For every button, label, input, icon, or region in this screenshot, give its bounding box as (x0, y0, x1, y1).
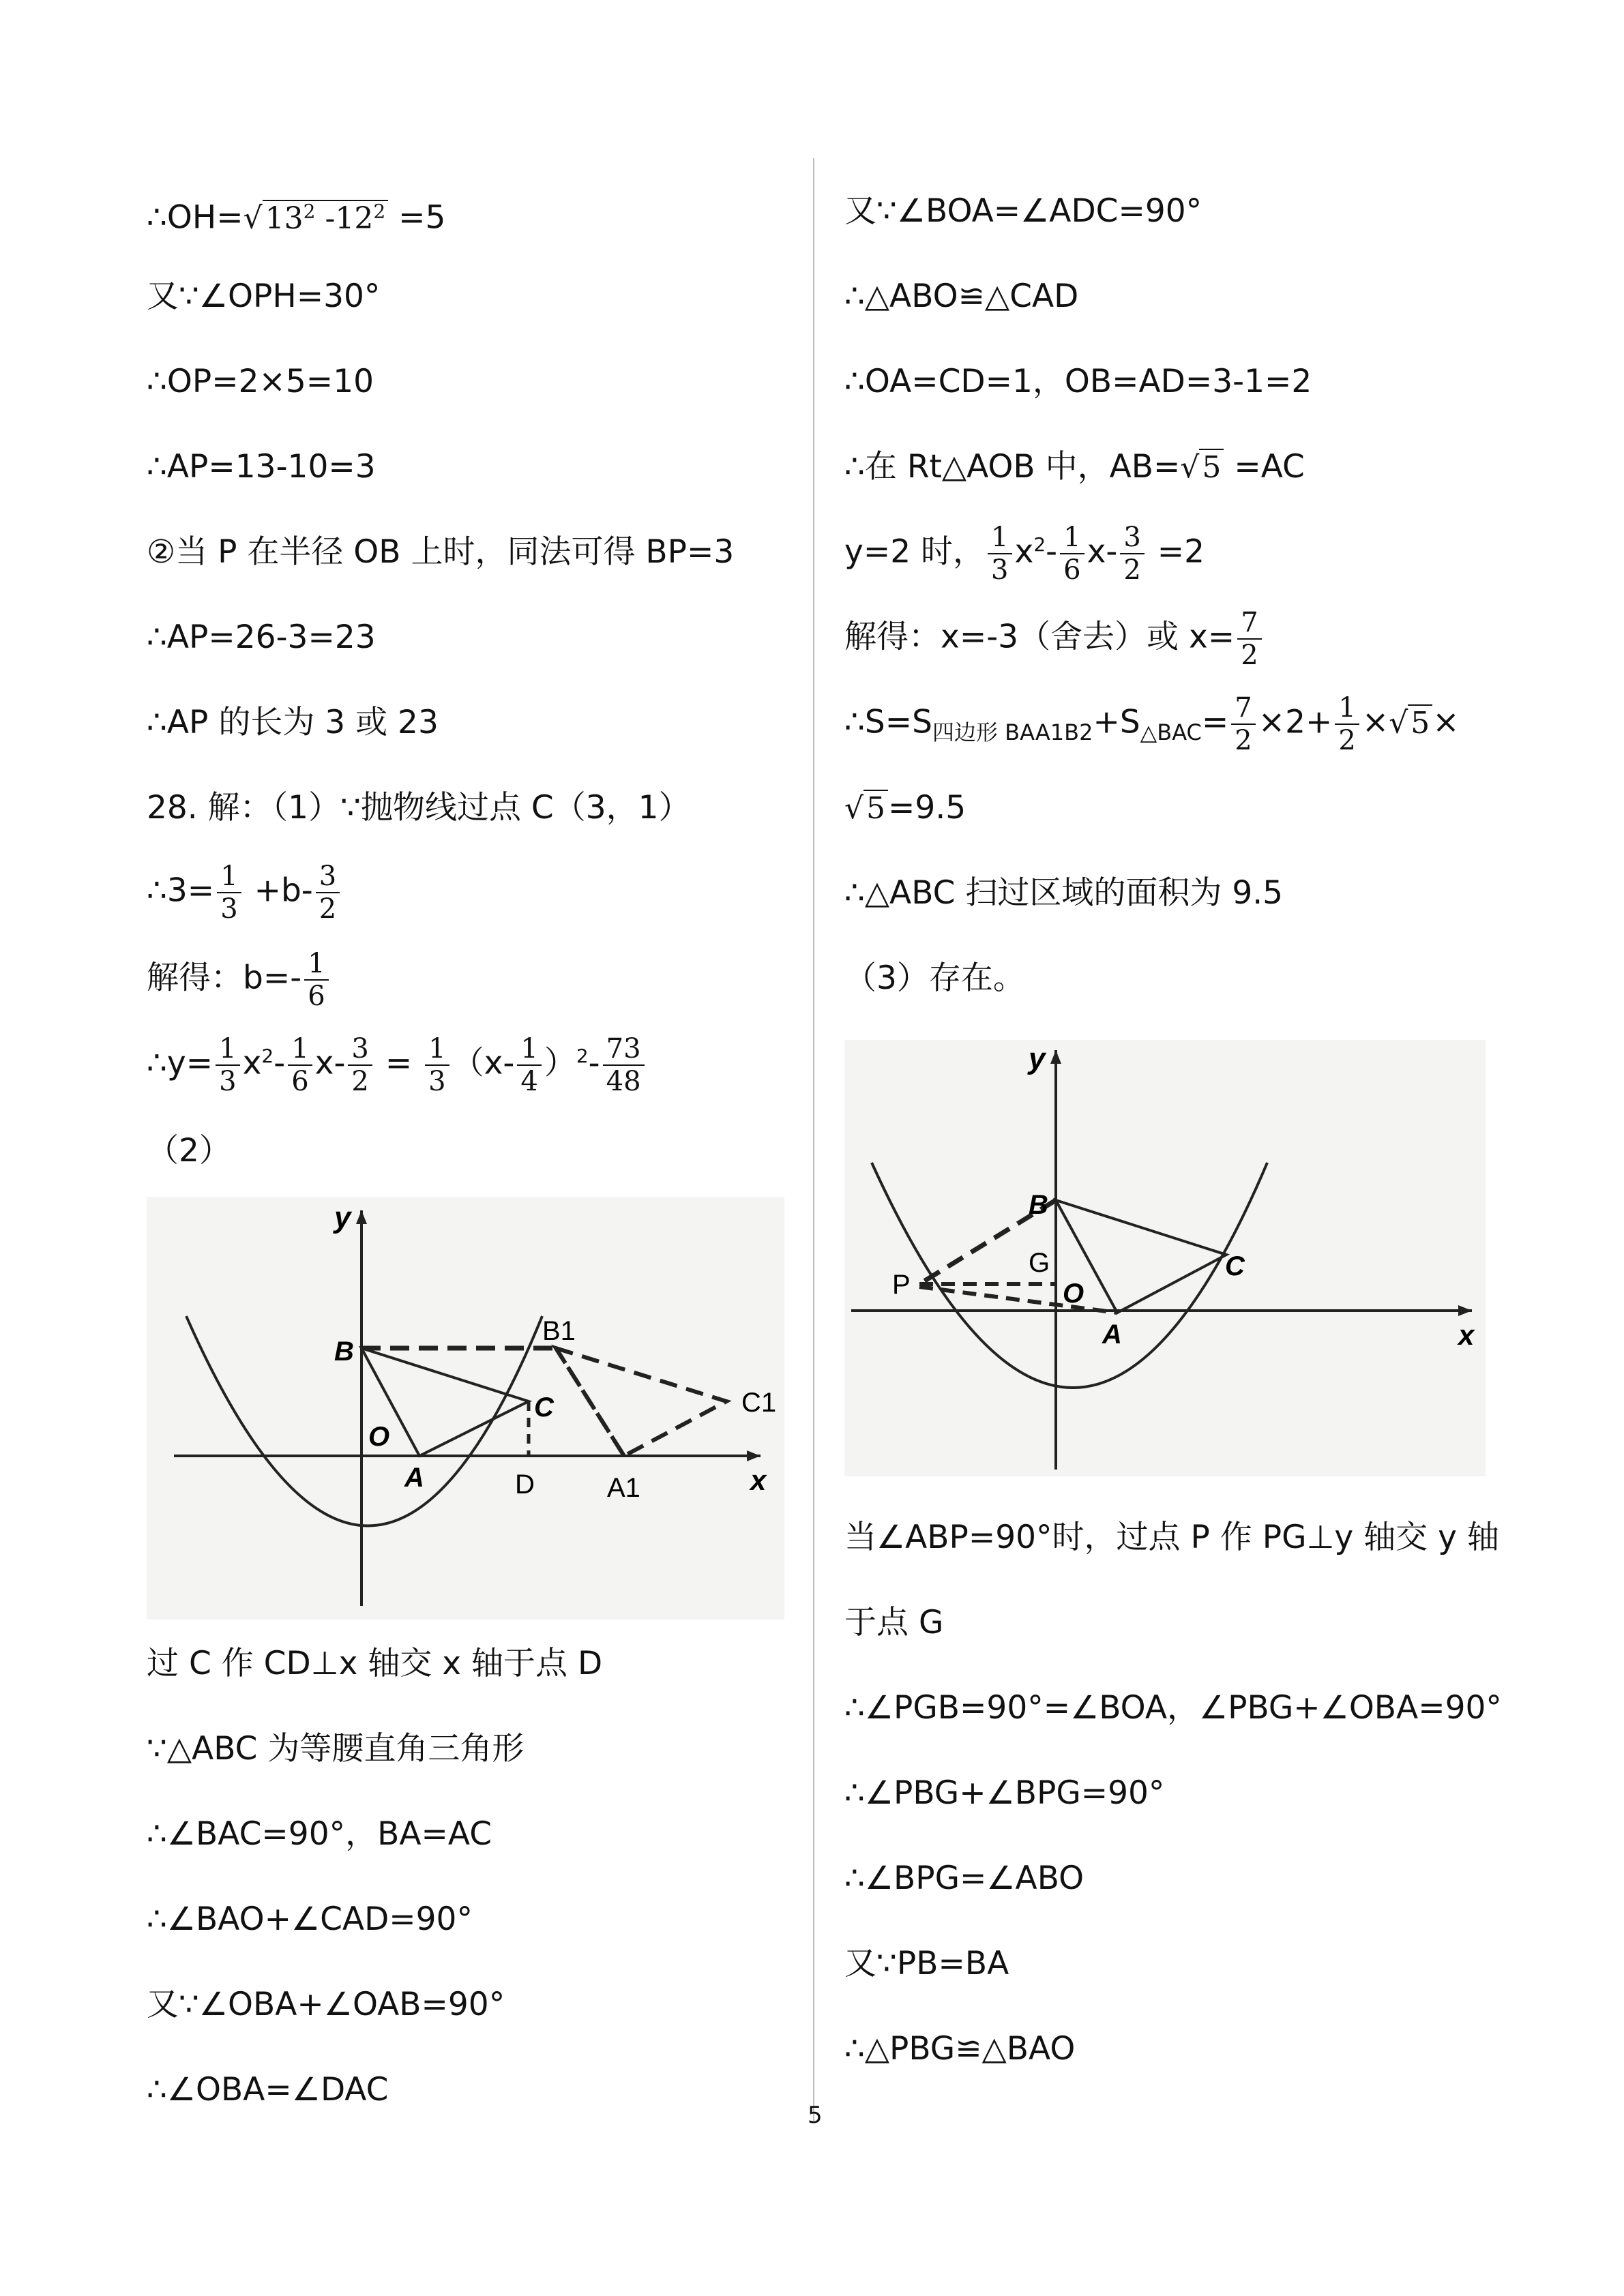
line-part3: （3）存在。 (844, 959, 1025, 997)
line-ap: ∴AP=13-10=3 (147, 448, 376, 486)
line-y2: y=2 时， $\frac{1}{3}$ $x^2-$ $\frac{1}{6}$ x- $\frac{3}{2}$ =2 (844, 522, 1205, 586)
line-pbg: ∴∠PBG+∠BPG=90° (844, 1774, 1165, 1812)
line-pb-ba: 又∵PB=BA (844, 1945, 1009, 1982)
line-pbg-bao: ∴△PBG≌△BAO (844, 2030, 1076, 2068)
label-a1: A1 (607, 1473, 640, 1503)
line-oba-dac: ∴∠OBA=∠DAC (147, 2071, 389, 2108)
line-oh: $\therefore OH=√13^2$ $-12^2 =5$ (147, 198, 446, 237)
line-swept-area: ∴△ABC 扫过区域的面积为 9.5 (844, 874, 1284, 912)
line-bpg: ∴∠BPG=∠ABO (844, 1860, 1084, 1897)
label-o: O (1063, 1279, 1084, 1309)
line-boa: 又∵∠BOA=∠ADC=90° (844, 192, 1202, 230)
line-area: $\therefore S=S_{四边形 BAA1B2}+S_{\triangle BAC}=$ $\frac{7}{2}$ ×2+ $\frac{1}{2}$ ×√5× (844, 692, 1460, 756)
line-oa-cd: ∴OA=CD=1，OB=AD=3-1=2 (844, 363, 1312, 400)
line-cd: 过 C 作 CD⊥x 轴交 x 轴于点 D (147, 1645, 603, 1682)
line-part2: （2） (147, 1132, 231, 1169)
line-op: ∴OP=2×5=10 (147, 363, 374, 400)
label-b1: B1 (542, 1316, 576, 1346)
label-a: A (1102, 1320, 1122, 1350)
line-ab: ∴在 Rt△AOB 中，AB=√5 =AC (844, 448, 1305, 486)
line-congruent: ∴△ABO≌△CAD (844, 278, 1079, 315)
label-b: B (334, 1337, 354, 1367)
line-oba: 又∵∠OBA+∠OAB=90° (147, 1986, 505, 2023)
label-p: P (892, 1270, 911, 1300)
label-d: D (515, 1470, 535, 1500)
line-bao: ∴∠BAO+∠CAD=90° (147, 1900, 473, 1938)
label-a: A (404, 1463, 424, 1493)
label-y: y (1029, 1042, 1046, 1075)
line-eq-b: ∴3= $\frac{1}{3}$ +b- $\frac{3}{2}$ (147, 861, 342, 925)
line-parabola: ∴y= $\frac{1}{3}$ $x^2-$ $\frac{1}{6}$ x- $\frac{3}{2}$ = $\frac{1}{3}$ （x- $\frac{1}{4}$ ）$^2$- $\frac{73}{48}$ (147, 1033, 647, 1097)
label-y: y (334, 1201, 351, 1234)
label-c: C (1225, 1251, 1245, 1281)
figure-background (147, 1197, 784, 1620)
label-o: O (368, 1422, 390, 1452)
figure-part2 (147, 1197, 784, 1620)
label-c1: C1 (741, 1388, 777, 1418)
line-ap-result: ∴AP 的长为 3 或 23 (147, 704, 439, 741)
line-area-result: √5=9.5 (844, 789, 966, 826)
line-point-g: 于点 G (844, 1604, 944, 1641)
line-pgb: ∴∠PGB=90°=∠BOA，∠PBG+∠OBA=90° (844, 1689, 1502, 1727)
line-ap2: ∴AP=26-3=23 (147, 618, 376, 656)
line-isosceles: ∵△ABC 为等腰直角三角形 (147, 1730, 525, 1768)
line-abp: 当∠ABP=90°时，过点 P 作 PG⊥y 轴交 y 轴 (844, 1519, 1499, 1556)
label-x: x (750, 1464, 767, 1496)
line-case2: ②当 P 在半径 OB 上时，同法可得 BP=3 (147, 533, 735, 571)
label-x: x (1458, 1319, 1475, 1351)
line-solve-b: 解得：b=- $\frac{1}{6}$ (147, 948, 331, 1012)
line-oph: 又∵∠OPH=30° (147, 278, 381, 315)
column-divider (813, 158, 814, 2121)
label-c: C (534, 1392, 554, 1422)
label-g: G (1029, 1248, 1050, 1278)
figure-part3 (844, 1040, 1486, 1476)
figure-background (844, 1040, 1486, 1476)
page-number: 5 (808, 2102, 823, 2129)
line-q28: 28. 解：（1）∵抛物线过点 C（3，1） (147, 789, 691, 826)
line-bac: ∴∠BAC=90°，BA=AC (147, 1815, 492, 1853)
line-solve-x: 解得：x=-3（舍去）或 x= $\frac{7}{2}$ (844, 607, 1265, 671)
label-b: B (1029, 1190, 1048, 1220)
